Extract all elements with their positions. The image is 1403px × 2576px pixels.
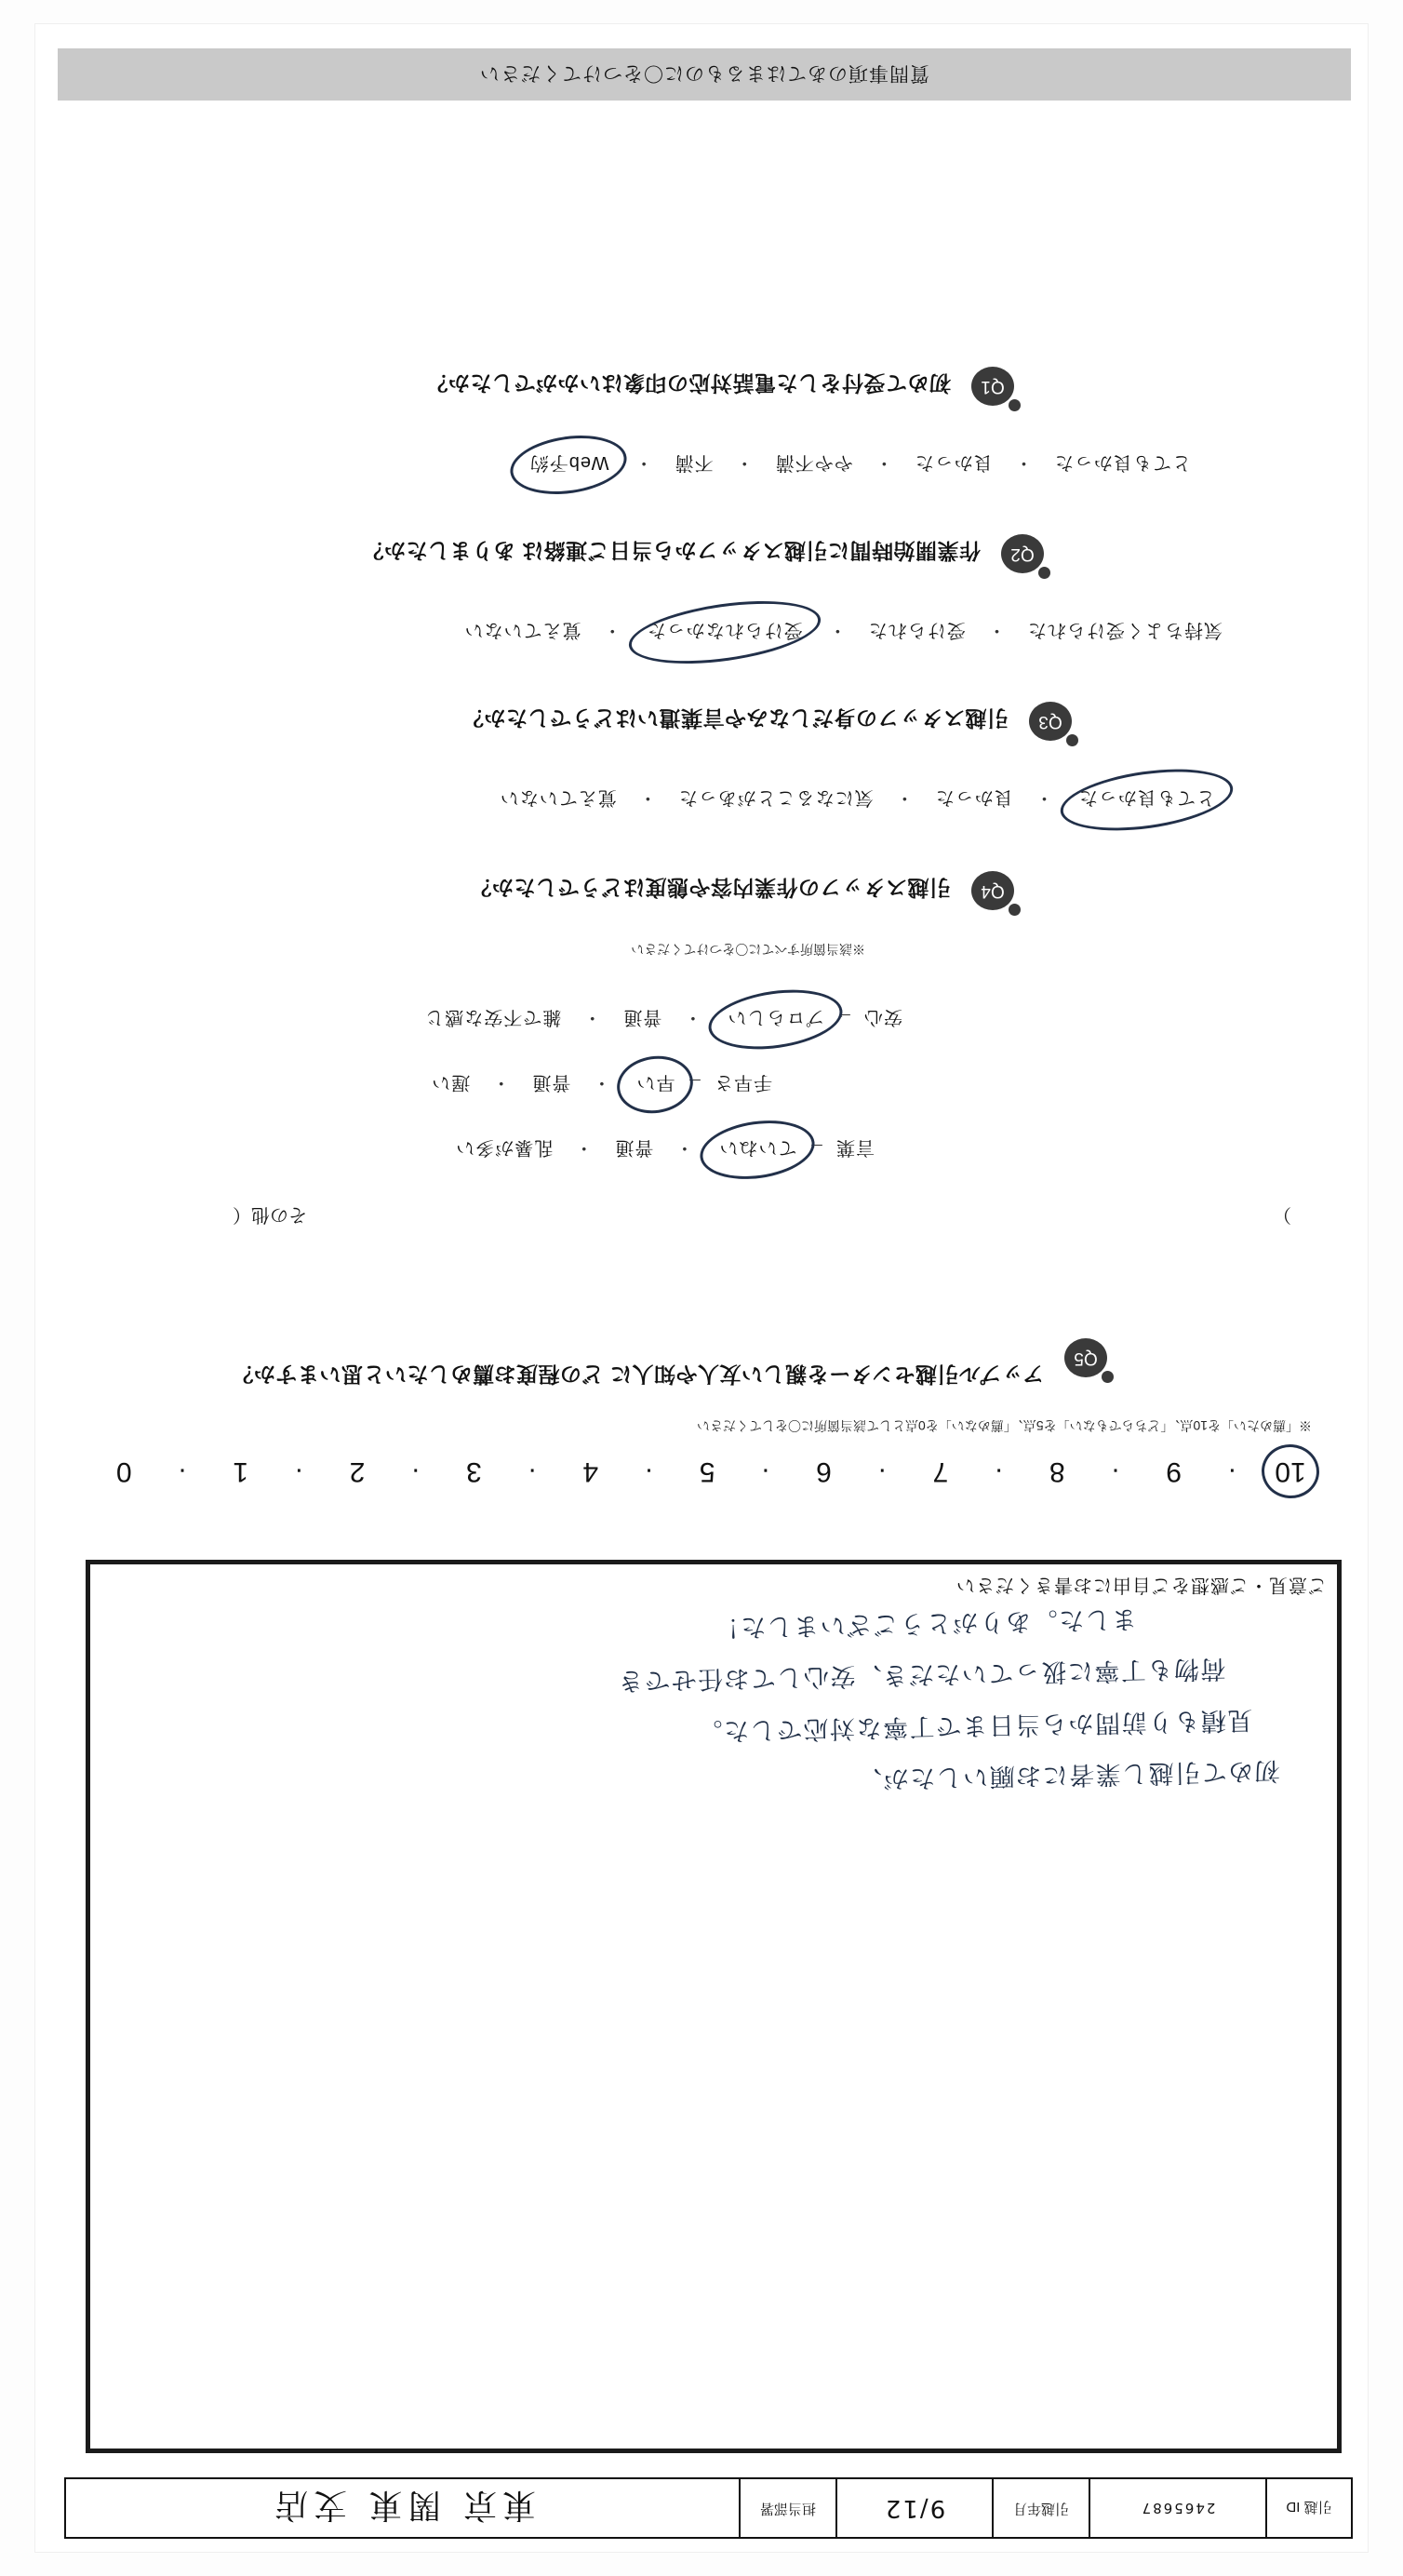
q5-number: Q5 <box>1064 1338 1107 1377</box>
q2-sep-a: ・ <box>986 620 1007 640</box>
header-year-label: 引越年月 <box>992 2479 1089 2537</box>
q5-note: ※「薦めたい」を10点、「どちらでもない」を5点、「薦めない」を0点として該当箇所に〇をしてください <box>696 1418 1312 1433</box>
q4-sep-e: ・ <box>682 1007 702 1027</box>
q4-row-anshin-opt-0[interactable]: プロらしい <box>723 1006 828 1033</box>
q4-row-tebayasa-opt-1[interactable]: 普通 <box>531 1072 571 1093</box>
q5-dot-1: · <box>1227 1456 1237 1487</box>
q2-number: Q2 <box>1001 534 1044 573</box>
q1-sep-d: ・ <box>634 452 654 473</box>
q4-row-tebayasa-opt-2[interactable]: 遅い <box>431 1072 471 1093</box>
q4-number: Q4 <box>971 871 1014 910</box>
q3-opt-1[interactable]: 良かった <box>934 787 1013 808</box>
header-year-value: 9/12 <box>835 2479 992 2537</box>
q4-row-tebayasa[interactable]: 手早さ→ 早い ・ 普通 ・ 遅い <box>431 1071 772 1098</box>
q5-dot-8: · <box>410 1456 421 1487</box>
q4-row-kotoba[interactable]: 言葉→ ていねい ・ 普通 ・ 乱暴が多い <box>455 1136 875 1163</box>
q5-dot-7: · <box>528 1456 538 1487</box>
header-dept-value: 東京 関東 支店 <box>269 2486 536 2525</box>
q4-note: ※該当箇所すべてに〇をつけてください <box>631 942 865 957</box>
q4-text: 引越スタッフの作業内容や態度はどうでしたか？ <box>470 876 951 900</box>
q4-row-kotoba-label: 言葉 <box>835 1137 875 1158</box>
q5-dot-2: · <box>1110 1456 1120 1487</box>
q3-options[interactable] <box>500 786 1219 813</box>
q5-scale-10[interactable]: 10 <box>1269 1456 1312 1487</box>
comment-line-2: 見積もり訪問から当日まで丁寧な対応でした。 <box>695 1704 1253 1746</box>
q1-number: Q1 <box>971 367 1014 406</box>
header-row <box>64 2477 1353 2539</box>
q4-other-close: ） <box>1273 1204 1291 1225</box>
header-id-label: 引越 ID <box>1265 2479 1351 2537</box>
free-comment-title: ご意見・ご感想をご自由にお書きください <box>955 1575 1327 1595</box>
comment-line-1: 初めて引越し業者にお願いしたが、 <box>855 1755 1280 1794</box>
header-dept-label: 担当部署 <box>739 2479 835 2537</box>
q4-row-tebayasa-label: 手早さ <box>714 1072 772 1093</box>
q2-options[interactable] <box>464 619 1223 646</box>
q3-sep-c: ・ <box>637 787 658 808</box>
q2-sep-b: ・ <box>827 620 848 640</box>
q5-dot-3: · <box>994 1456 1004 1487</box>
q1-sep-a: ・ <box>1013 452 1034 473</box>
q3-text: 引越スタッフの身だしなみや言葉遣いはどうでしたか？ <box>461 706 1009 731</box>
q4-row-kotoba-opt-2[interactable]: 乱暴が多い <box>455 1137 554 1158</box>
q1-opt-3[interactable]: 不満 <box>674 452 714 473</box>
q4-sep-d: ・ <box>490 1072 511 1093</box>
q3-sep-a: ・ <box>1034 787 1054 808</box>
q4-row-tebayasa-opt-0[interactable]: 早い <box>632 1071 678 1098</box>
q5-scale-0[interactable]: 0 <box>115 1456 132 1487</box>
q5-dot-5: · <box>760 1456 770 1487</box>
q5-dot-10: · <box>177 1456 187 1487</box>
q5-scale-7[interactable]: 7 <box>932 1456 949 1487</box>
q4-other-label[interactable]: その他（ <box>233 1204 307 1225</box>
q5-dot-4: · <box>877 1456 888 1487</box>
footer-instruction-bar <box>58 48 1351 101</box>
free-comment-handwriting <box>179 1590 1280 1818</box>
q5-scale-2[interactable]: 2 <box>349 1456 366 1487</box>
q2-text: 作業開始時間に引越スタッフから当日ご連絡は ありましたか？ <box>362 539 981 563</box>
q2-opt-2[interactable]: 受けられなかった <box>643 619 807 646</box>
q5-dot-6: · <box>644 1456 654 1487</box>
q4-row-anshin[interactable]: 安心→ プロらしい ・ 普通 ・ 雑で不安な感じ <box>424 1006 902 1033</box>
q1-opt-2[interactable]: やや不満 <box>774 452 853 473</box>
q3-opt-2[interactable]: 気になることがあった <box>677 787 874 808</box>
q1-options[interactable] <box>526 451 1191 478</box>
q2-opt-1[interactable]: 受けられた <box>867 620 966 640</box>
q2-sep-c: ・ <box>602 620 622 640</box>
q1-text: 初めて受付をした電話対応の印象はいかがでしたか？ <box>426 371 951 396</box>
comment-line-3: 荷物も丁寧に扱っていただき、安心してお任せでき <box>616 1654 1226 1696</box>
q5-scale-1[interactable]: 1 <box>233 1456 248 1487</box>
q5-scale-6[interactable]: 6 <box>816 1456 832 1487</box>
q1-opt-1[interactable]: 良かった <box>914 452 993 473</box>
q4-sep-c: ・ <box>591 1072 611 1093</box>
q4-sep-b: ・ <box>573 1137 594 1158</box>
q4-row-kotoba-opt-1[interactable]: 普通 <box>614 1137 654 1158</box>
q5-scale-5[interactable]: 5 <box>699 1456 715 1487</box>
q1-sep-b: ・ <box>874 452 894 473</box>
header-id-value: 2465687 <box>1089 2479 1265 2537</box>
q5-scale-3[interactable]: 3 <box>466 1456 482 1487</box>
q1-opt-4[interactable]: Web予約 <box>526 451 613 478</box>
q4-sep-a: ・ <box>674 1137 694 1158</box>
q3-number: Q3 <box>1029 702 1072 741</box>
q5-scale-9[interactable]: 9 <box>1166 1456 1182 1487</box>
q2-opt-4[interactable]: 覚えていない <box>463 620 581 640</box>
q3-opt-3[interactable]: 覚えていない <box>499 787 617 808</box>
q5-scale-8[interactable]: 8 <box>1049 1456 1065 1487</box>
q3-sep-b: ・ <box>894 787 915 808</box>
comment-line-4: ました。ありがとうございました！ <box>712 1603 1138 1643</box>
q5-scale-4[interactable]: 4 <box>582 1456 599 1487</box>
q5-dot-9: · <box>294 1456 304 1487</box>
q1-opt-0[interactable]: とても良かった <box>1054 452 1191 473</box>
q4-sep-f: ・ <box>581 1007 602 1027</box>
q5-text: アップル引越センターを親しい友人や知人に どの程度お薦めしたいと思いますか？ <box>232 1362 1044 1387</box>
q4-row-anshin-label: 安心 <box>863 1007 902 1027</box>
q4-row-anshin-opt-2[interactable]: 雑で不安な感じ <box>424 1007 562 1027</box>
q5-scale[interactable] <box>102 1456 1312 1487</box>
q1-sep-c: ・ <box>734 452 755 473</box>
q2-opt-0[interactable]: 気持ちよく受けられた <box>1027 620 1223 640</box>
q4-row-anshin-opt-1[interactable]: 普通 <box>622 1007 662 1027</box>
footer-instruction-text: 質問事項のあてはまるものに〇をつけてください <box>479 62 929 84</box>
q4-row-kotoba-opt-0[interactable]: ていねい <box>715 1136 800 1163</box>
q3-opt-0[interactable]: とても良かった <box>1075 786 1219 813</box>
survey-page <box>35 24 1368 2552</box>
